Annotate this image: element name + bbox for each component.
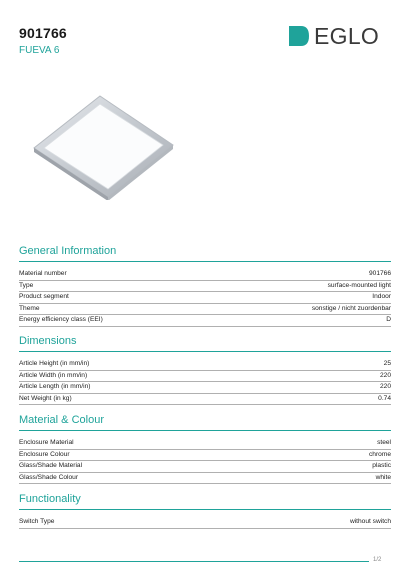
brand-logo: [289, 24, 379, 48]
spec-value: steel: [377, 439, 391, 446]
section-title: Material & Colour: [19, 413, 391, 431]
spec-row: [19, 371, 391, 383]
spec-value: chrome: [369, 450, 391, 458]
section-dimensions: [19, 334, 391, 405]
section-functionality: [19, 492, 391, 529]
spec-value: D: [386, 316, 391, 324]
footer-divider: [19, 561, 369, 562]
spec-row: [19, 269, 391, 281]
spec-row: [19, 461, 391, 473]
spec-value: plastic: [372, 462, 391, 470]
spec-row: [19, 517, 391, 529]
page-number: 1/2: [373, 557, 382, 563]
article-number: 901766: [19, 25, 67, 41]
spec-value: sonstige / nicht zuordenbar: [311, 304, 391, 312]
spec-label: Switch Type: [19, 518, 55, 525]
spec-value: 0.74: [378, 394, 391, 402]
section-title: Dimensions: [19, 334, 391, 352]
spec-row: [19, 281, 391, 293]
logo-mark-icon: [289, 26, 309, 46]
spec-row: [19, 394, 391, 406]
logo-text: EGLO: [314, 23, 380, 49]
spec-label: Energy efficiency class (EEI): [19, 316, 103, 324]
spec-label: Enclosure Material: [19, 439, 74, 446]
spec-value: 220: [379, 371, 391, 379]
section-title: Functionality: [19, 492, 391, 510]
spec-label: Article Length (in mm/in): [19, 383, 91, 391]
spec-row: [19, 450, 391, 462]
spec-value: surface-mounted light: [327, 281, 391, 289]
spec-label: Glass/Shade Material: [19, 462, 83, 470]
section-material-colour: [19, 413, 391, 484]
spec-value: Indoor: [372, 293, 391, 301]
section-general-information: [19, 244, 391, 327]
spec-label: Material number: [19, 270, 67, 277]
spec-label: Enclosure Colour: [19, 450, 70, 458]
spec-row: [19, 304, 391, 316]
product-image: [32, 90, 177, 200]
spec-label: Theme: [19, 304, 40, 312]
spec-row: [19, 382, 391, 394]
spec-label: Product segment: [19, 293, 69, 301]
spec-label: Article Height (in mm/in): [19, 360, 90, 367]
spec-value: without switch: [349, 518, 391, 525]
spec-row: [19, 292, 391, 304]
spec-label: Glass/Shade Colour: [19, 473, 79, 481]
spec-row: [19, 438, 391, 450]
spec-row: [19, 473, 391, 485]
spec-value: 901766: [368, 270, 391, 277]
spec-row: [19, 315, 391, 327]
section-title: General Information: [19, 244, 391, 262]
spec-label: Type: [19, 281, 34, 289]
product-name: FUEVA 6: [19, 45, 60, 56]
spec-value: white: [375, 473, 391, 481]
spec-label: Article Width (in mm/in): [19, 371, 88, 379]
spec-value: 220: [379, 383, 391, 391]
spec-row: [19, 359, 391, 371]
spec-label: Net Weight (in kg): [19, 394, 72, 402]
spec-value: 25: [383, 360, 391, 367]
